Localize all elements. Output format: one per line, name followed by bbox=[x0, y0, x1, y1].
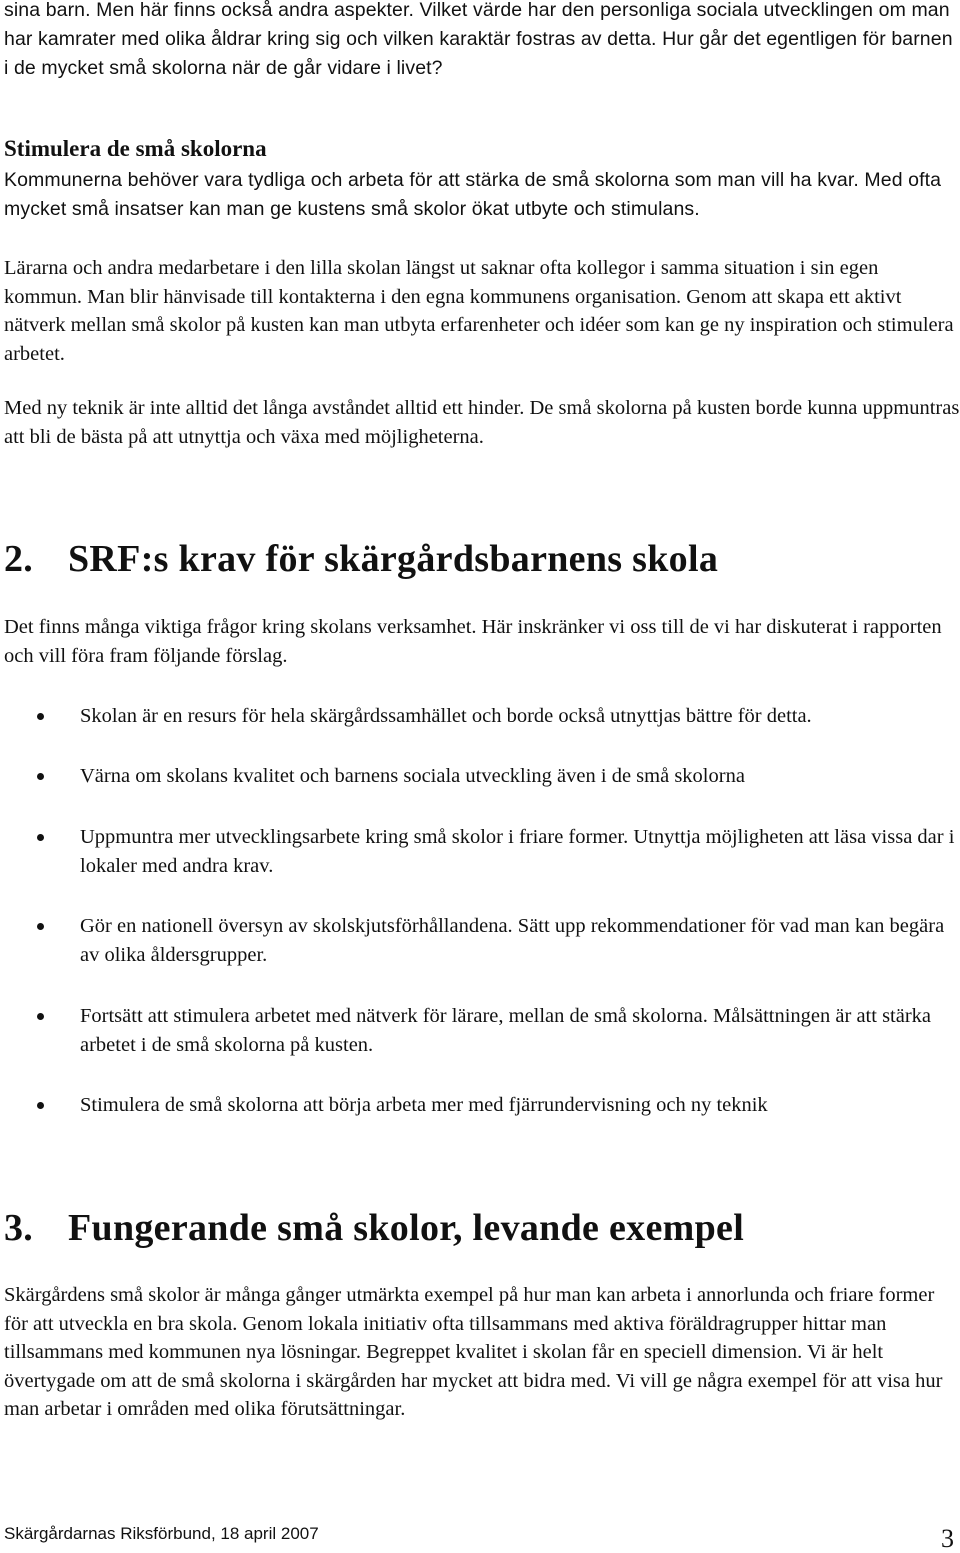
footer-text: Skärgårdarnas Riksförbund, 18 april 2007 bbox=[4, 1524, 319, 1543]
section-3-title: Fungerande små skolor, levande exempel bbox=[68, 1207, 745, 1249]
bullet-icon bbox=[0, 702, 80, 731]
stimulera-paragraph-2: Lärarna och andra medarbetare i den lilla skolan längst ut saknar ofta kollegor i samma situation i sin egen kommun. Man blir hänvisade till kontakterna i den egna kommunens organisation. Genom att skapa ett aktivt nätverk mellan små skolor på kusten kan man utbyta erfarenheter och idéer som kan ge ny inspiration och stimulera arbetet. bbox=[4, 257, 954, 365]
list-item bbox=[0, 1091, 960, 1120]
section-3-number: 3. bbox=[4, 1207, 34, 1249]
list-item-text: Gör en nationell översyn av skolskjutsförhållandena. Sätt upp rekommendationer för vad man kan begära av olika åldersgrupper. bbox=[80, 915, 945, 966]
bullet-icon bbox=[0, 823, 80, 880]
list-item-text: Skolan är en resurs för hela skärgårdssamhället och borde också utnyttjas bättre för detta. bbox=[80, 705, 812, 727]
list-item-text: Värna om skolans kvalitet och barnens sociala utveckling även i de små skolorna bbox=[80, 765, 745, 787]
stimulera-paragraph-3: Med ny teknik är inte alltid det långa avståndet alltid ett hinder. De små skolorna på kusten borde kunna uppmuntras att bli de bästa på att utnyttja och växa med möjligheterna. bbox=[4, 397, 960, 448]
list-item bbox=[0, 823, 960, 880]
list-item bbox=[0, 912, 960, 969]
section-3-paragraph: Skärgårdens små skolor är många gånger utmärkta exempel på hur man kan arbeta i annorlunda och friare former för att utveckla en bra skola. Genom lokala initiativ ofta tillsammans med aktiva föräldragrupper hittar man tillsammans med kommunen nya lösningar. Begreppet kvalitet i skolan får en speciell dimension. Vi är helt övertygade om att de små skolorna i skärgården har mycket att bidra med. Vi vill ge några exempel för att visa hur man arbetar i områden med olika förutsättningar. bbox=[4, 1284, 943, 1420]
bullet-icon bbox=[0, 762, 80, 791]
section-2-title: SRF:s krav för skärgårdsbarnens skola bbox=[68, 538, 719, 580]
stimulera-heading: Stimulera de små skolorna bbox=[4, 136, 267, 161]
section-2-heading bbox=[4, 537, 960, 581]
list-item bbox=[0, 762, 960, 791]
list-item-text: Stimulera de små skolorna att börja arbeta mer med fjärrundervisning och ny teknik bbox=[80, 1094, 768, 1116]
list-item-text: Uppmuntra mer utvecklingsarbete kring små skolor i friare former. Utnyttja möjligheten att läsa vissa dar i lokaler med andra krav. bbox=[80, 826, 955, 877]
section-2-intro: Det finns många viktiga frågor kring skolans verksamhet. Här inskränker vi oss till de vi har diskuterat i rapporten och vill föra fram följande förslag. bbox=[4, 616, 942, 667]
bullet-icon bbox=[0, 1091, 80, 1120]
list-item bbox=[0, 702, 960, 731]
list-item bbox=[0, 1002, 960, 1059]
bullet-icon bbox=[0, 912, 80, 969]
section-2-number: 2. bbox=[4, 538, 34, 580]
section-3-heading bbox=[4, 1206, 960, 1250]
intro-paragraph: sina barn. Men här finns också andra aspekter. Vilket värde har den personliga sociala utvecklingen om man har kamrater med olika åldrar kring sig och vilken karaktär fostras av detta. Hur går det egentligen för barnen i de mycket små skolorna när de går vidare i livet? bbox=[4, 0, 953, 79]
page-number: 3 bbox=[941, 1524, 954, 1553]
list-item-text: Fortsätt att stimulera arbetet med nätverk för lärare, mellan de små skolorna. Målsättningen är att stärka arbetet i de små skolorna på kusten. bbox=[80, 1005, 932, 1056]
stimulera-paragraph-1: Kommunerna behöver vara tydliga och arbeta för att stärka de små skolorna som man vill ha kvar. Med ofta mycket små insatser kan man ge kustens små skolor ökat utbyte och stimulans. bbox=[4, 169, 942, 220]
bullet-icon bbox=[0, 1002, 80, 1059]
